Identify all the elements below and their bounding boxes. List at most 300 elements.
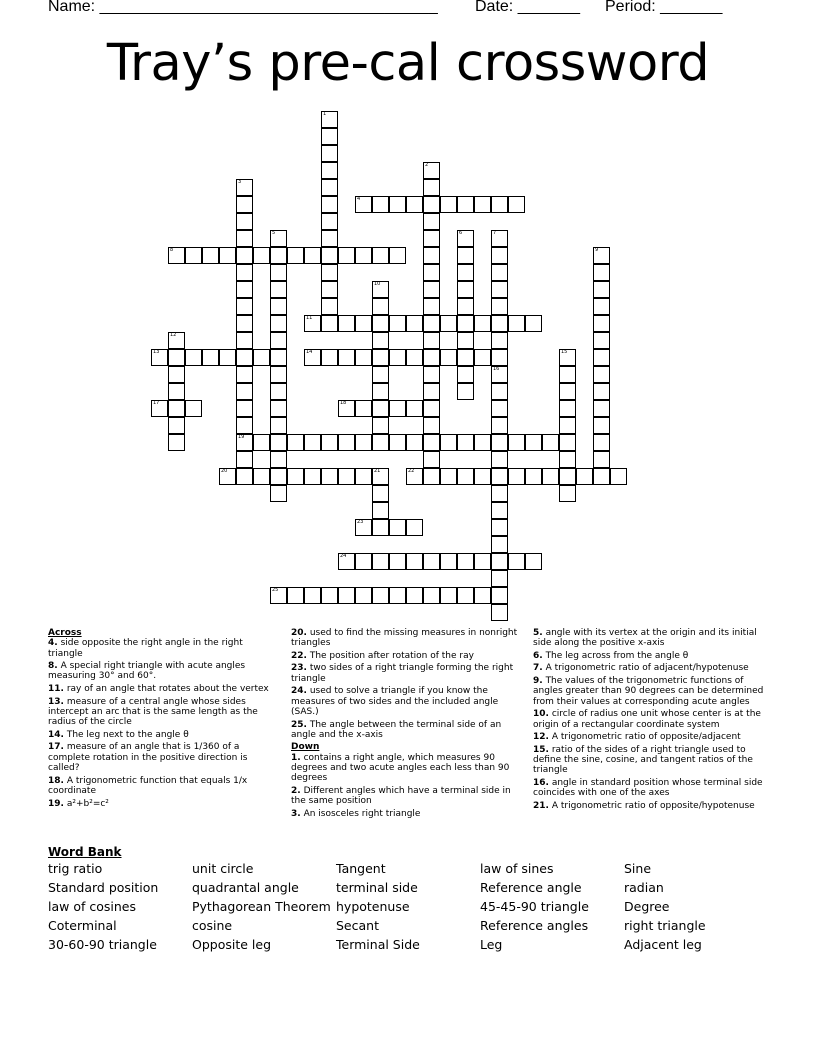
crossword-cell[interactable] [491, 451, 508, 468]
crossword-cell[interactable] [287, 434, 304, 451]
crossword-cell[interactable] [457, 196, 474, 213]
crossword-cell[interactable] [372, 502, 389, 519]
crossword-cell[interactable] [236, 451, 253, 468]
clue-number-label: 7. [533, 663, 543, 674]
crossword-cell[interactable] [474, 349, 491, 366]
crossword-cell[interactable] [168, 332, 185, 349]
crossword-cell[interactable] [338, 349, 355, 366]
crossword-cell[interactable] [457, 315, 474, 332]
crossword-cell[interactable] [355, 519, 372, 536]
crossword-cell[interactable] [423, 451, 440, 468]
crossword-cell[interactable] [270, 468, 287, 485]
crossword-cell[interactable] [389, 349, 406, 366]
crossword-cell[interactable] [321, 213, 338, 230]
crossword-cell[interactable] [593, 434, 610, 451]
clue-text: ratio of the sides of a right triangle used to define the sine, cosine, and tangent ratios of the triangle [533, 744, 753, 776]
crossword-cell[interactable] [270, 366, 287, 383]
crossword-cell[interactable] [406, 196, 423, 213]
clue-number-label: 6. [533, 650, 543, 661]
crossword-cell[interactable] [559, 485, 576, 502]
crossword-cell[interactable] [491, 298, 508, 315]
crossword-cell[interactable] [508, 196, 525, 213]
across-clue [48, 776, 274, 797]
crossword-cell[interactable] [440, 434, 457, 451]
crossword-cell[interactable] [491, 434, 508, 451]
crossword-cell[interactable] [372, 349, 389, 366]
crossword-cell[interactable] [525, 553, 542, 570]
word-bank-item: Opposite leg [192, 937, 272, 952]
clue-text: angle in standard position whose terminal side coincides with one of the axes [533, 777, 763, 799]
crossword-cell[interactable] [593, 281, 610, 298]
crossword-cell[interactable] [423, 587, 440, 604]
crossword-cell[interactable] [593, 366, 610, 383]
crossword-cell[interactable] [168, 417, 185, 434]
crossword-cell[interactable] [321, 162, 338, 179]
down-heading: Down [291, 742, 320, 753]
crossword-cell[interactable] [219, 247, 236, 264]
crossword-cell[interactable] [474, 196, 491, 213]
crossword-cell[interactable] [440, 468, 457, 485]
clue-number-label: 5. [533, 628, 543, 638]
crossword-cell[interactable] [423, 349, 440, 366]
crossword-cell[interactable] [321, 349, 338, 366]
crossword-cell[interactable] [423, 196, 440, 213]
crossword-cell[interactable] [440, 315, 457, 332]
crossword-cell[interactable] [253, 349, 270, 366]
crossword-cell[interactable] [593, 349, 610, 366]
crossword-cell[interactable] [491, 383, 508, 400]
crossword-cell[interactable] [525, 315, 542, 332]
crossword-cell[interactable] [372, 281, 389, 298]
word-bank-item: right triangle [624, 918, 706, 933]
crossword-cell[interactable] [389, 315, 406, 332]
crossword-cell[interactable] [491, 502, 508, 519]
clue-text: The position after rotation of the ray [309, 650, 474, 661]
crossword-cell[interactable] [151, 400, 168, 417]
clue-text: A special right triangle with acute angles measuring 30° and 60°. [48, 661, 246, 682]
crossword-cell[interactable] [491, 196, 508, 213]
across-clue [48, 799, 274, 809]
crossword-cell[interactable] [457, 230, 474, 247]
crossword-cell[interactable] [423, 417, 440, 434]
crossword-cell[interactable] [304, 247, 321, 264]
crossword-cell[interactable] [457, 434, 474, 451]
crossword-cell[interactable] [389, 434, 406, 451]
word-bank-item: Degree [624, 899, 670, 914]
crossword-cell[interactable] [423, 264, 440, 281]
crossword-cell[interactable] [457, 264, 474, 281]
crossword-cell[interactable] [559, 349, 576, 366]
crossword-cell[interactable] [270, 349, 287, 366]
period-field[interactable]: Period: _______ [605, 0, 723, 15]
crossword-cell[interactable] [593, 264, 610, 281]
crossword-cell[interactable] [338, 400, 355, 417]
crossword-cell[interactable] [321, 587, 338, 604]
clue-number-label: 14. [48, 729, 64, 740]
crossword-cell[interactable] [338, 434, 355, 451]
crossword-cell[interactable] [270, 485, 287, 502]
crossword-cell[interactable] [355, 315, 372, 332]
across-clue [48, 661, 274, 682]
crossword-cell[interactable] [559, 366, 576, 383]
crossword-cell[interactable] [491, 315, 508, 332]
crossword-cell[interactable] [423, 366, 440, 383]
crossword-cell[interactable] [270, 451, 287, 468]
crossword-cell[interactable] [321, 179, 338, 196]
date-field[interactable]: Date: _______ [475, 0, 580, 15]
crossword-cell[interactable] [304, 315, 321, 332]
crossword-cell[interactable] [491, 587, 508, 604]
crossword-cell[interactable] [457, 281, 474, 298]
crossword-cell[interactable] [236, 400, 253, 417]
clue-number-label: 10. [533, 709, 549, 720]
clue-number: 21 [374, 468, 381, 474]
crossword-cell[interactable] [338, 587, 355, 604]
crossword-cell[interactable] [593, 315, 610, 332]
crossword-cell[interactable] [321, 111, 338, 128]
down-clue [533, 651, 769, 661]
crossword-cell[interactable] [372, 315, 389, 332]
crossword-cell[interactable] [270, 264, 287, 281]
crossword-cell[interactable] [270, 400, 287, 417]
crossword-cell[interactable] [236, 247, 253, 264]
crossword-cell[interactable] [321, 247, 338, 264]
clue-text: Different angles which have a terminal side in the same position [291, 785, 511, 807]
crossword-cell[interactable] [423, 315, 440, 332]
crossword-cell[interactable] [372, 247, 389, 264]
crossword-cell[interactable] [236, 230, 253, 247]
down-clue [533, 676, 769, 707]
crossword-cell[interactable] [338, 468, 355, 485]
crossword-cell[interactable] [321, 196, 338, 213]
crossword-cell[interactable] [508, 553, 525, 570]
crossword-cell[interactable] [491, 332, 508, 349]
crossword-cell[interactable] [423, 230, 440, 247]
crossword-cell[interactable] [491, 400, 508, 417]
clue-number-label: 11. [48, 684, 64, 695]
crossword-cell[interactable] [457, 247, 474, 264]
crossword-cell[interactable] [236, 179, 253, 196]
crossword-cell[interactable] [236, 281, 253, 298]
crossword-cell[interactable] [559, 417, 576, 434]
crossword-cell[interactable] [338, 553, 355, 570]
crossword-cell[interactable] [168, 383, 185, 400]
crossword-cell[interactable] [321, 434, 338, 451]
clue-text: A trigonometric ratio of adjacent/hypotenuse [545, 663, 749, 674]
crossword-cell[interactable] [457, 468, 474, 485]
crossword-cell[interactable] [491, 536, 508, 553]
word-bank-item: cosine [192, 918, 233, 933]
crossword-cell[interactable] [355, 349, 372, 366]
crossword-cell[interactable] [389, 553, 406, 570]
clue-text: a²+b²=c² [66, 798, 109, 809]
crossword-cell[interactable] [202, 247, 219, 264]
crossword-cell[interactable] [236, 213, 253, 230]
down-clue [533, 745, 769, 776]
crossword-cell[interactable] [355, 247, 372, 264]
clue-number: 15 [561, 349, 568, 355]
crossword-cell[interactable] [491, 264, 508, 281]
clue-number: 3 [238, 179, 242, 185]
crossword-cell[interactable] [491, 230, 508, 247]
crossword-cell[interactable] [304, 434, 321, 451]
crossword-cell[interactable] [236, 332, 253, 349]
crossword-cell[interactable] [491, 485, 508, 502]
word-bank-item: Sine [624, 861, 652, 876]
crossword-cell[interactable] [253, 247, 270, 264]
crossword-cell[interactable] [270, 417, 287, 434]
crossword-cell[interactable] [423, 179, 440, 196]
crossword-cell[interactable] [372, 485, 389, 502]
crossword-cell[interactable] [423, 468, 440, 485]
clue-number-label: 12. [533, 732, 549, 743]
crossword-cell[interactable] [440, 196, 457, 213]
crossword-cell[interactable] [542, 468, 559, 485]
word-bank-item: 45-45-90 triangle [480, 899, 589, 914]
crossword-cell[interactable] [236, 196, 253, 213]
crossword-cell[interactable] [423, 162, 440, 179]
crossword-cell[interactable] [270, 298, 287, 315]
crossword-cell[interactable] [474, 468, 491, 485]
crossword-cell[interactable] [593, 332, 610, 349]
across-clue [48, 697, 274, 728]
crossword-cell[interactable] [593, 383, 610, 400]
crossword-cell[interactable] [406, 349, 423, 366]
crossword-cell[interactable] [236, 434, 253, 451]
crossword-cell[interactable] [440, 349, 457, 366]
across-clue [48, 638, 274, 659]
crossword-cell[interactable] [372, 196, 389, 213]
crossword-cell[interactable] [423, 434, 440, 451]
clue-number-label: 1. [291, 752, 301, 763]
crossword-cell[interactable] [151, 349, 168, 366]
crossword-cell[interactable] [423, 332, 440, 349]
crossword-cell[interactable] [423, 383, 440, 400]
crossword-cell[interactable] [168, 247, 185, 264]
crossword-cell[interactable] [423, 247, 440, 264]
crossword-cell[interactable] [457, 366, 474, 383]
crossword-cell[interactable] [389, 196, 406, 213]
crossword-cell[interactable] [236, 315, 253, 332]
crossword-cell[interactable] [372, 553, 389, 570]
crossword-cell[interactable] [270, 434, 287, 451]
crossword-cell[interactable] [236, 349, 253, 366]
crossword-cell[interactable] [236, 366, 253, 383]
crossword-cell[interactable] [559, 451, 576, 468]
crossword-cell[interactable] [321, 264, 338, 281]
crossword-cell[interactable] [559, 434, 576, 451]
crossword-cell[interactable] [372, 383, 389, 400]
crossword-cell[interactable] [525, 468, 542, 485]
crossword-cell[interactable] [236, 417, 253, 434]
crossword-cell[interactable] [372, 519, 389, 536]
crossword-cell[interactable] [406, 315, 423, 332]
crossword-cell[interactable] [321, 230, 338, 247]
clue-text: ray of an angle that rotates about the vertex [66, 684, 269, 695]
crossword-cell[interactable] [321, 298, 338, 315]
crossword-cell[interactable] [270, 281, 287, 298]
clue-number-label: 18. [48, 775, 64, 786]
crossword-cell[interactable] [270, 315, 287, 332]
crossword-cell[interactable] [491, 247, 508, 264]
crossword-cell[interactable] [406, 519, 423, 536]
crossword-cell[interactable] [542, 434, 559, 451]
crossword-cell[interactable] [491, 519, 508, 536]
crossword-cell[interactable] [355, 434, 372, 451]
down-clue [533, 801, 769, 811]
crossword-cell[interactable] [508, 434, 525, 451]
crossword-cell[interactable] [423, 213, 440, 230]
crossword-cell[interactable] [372, 298, 389, 315]
clue-number: 25 [272, 587, 279, 593]
crossword-cell[interactable] [389, 247, 406, 264]
crossword-cell[interactable] [321, 315, 338, 332]
crossword-cell[interactable] [355, 400, 372, 417]
crossword-cell[interactable] [236, 468, 253, 485]
crossword-cell[interactable] [321, 145, 338, 162]
crossword-cell[interactable] [287, 587, 304, 604]
crossword-cell[interactable] [185, 400, 202, 417]
crossword-cell[interactable] [253, 434, 270, 451]
crossword-cell[interactable] [423, 400, 440, 417]
crossword-cell[interactable] [270, 332, 287, 349]
crossword-cell[interactable] [185, 349, 202, 366]
crossword-cell[interactable] [219, 468, 236, 485]
crossword-cell[interactable] [457, 332, 474, 349]
crossword-cell[interactable] [338, 315, 355, 332]
crossword-cell[interactable] [423, 298, 440, 315]
crossword-cell[interactable] [525, 434, 542, 451]
crossword-cell[interactable] [423, 553, 440, 570]
crossword-cell[interactable] [168, 366, 185, 383]
crossword-cell[interactable] [355, 196, 372, 213]
crossword-cell[interactable] [321, 128, 338, 145]
crossword-cell[interactable] [338, 247, 355, 264]
crossword-cell[interactable] [474, 587, 491, 604]
crossword-cell[interactable] [185, 247, 202, 264]
crossword-cell[interactable] [372, 400, 389, 417]
crossword-cell[interactable] [321, 281, 338, 298]
crossword-cell[interactable] [304, 468, 321, 485]
clue-number-label: 2. [291, 785, 301, 796]
crossword-cell[interactable] [236, 298, 253, 315]
crossword-cell[interactable] [508, 315, 525, 332]
crossword-cell[interactable] [304, 587, 321, 604]
crossword-cell[interactable] [270, 247, 287, 264]
crossword-cell[interactable] [491, 570, 508, 587]
crossword-cell[interactable] [610, 468, 627, 485]
crossword-cell[interactable] [406, 400, 423, 417]
crossword-cell[interactable] [372, 468, 389, 485]
crossword-cell[interactable] [491, 468, 508, 485]
crossword-cell[interactable] [593, 417, 610, 434]
crossword-cell[interactable] [389, 400, 406, 417]
crossword-cell[interactable] [168, 434, 185, 451]
crossword-cell[interactable] [287, 247, 304, 264]
crossword-cell[interactable] [270, 587, 287, 604]
crossword-cell[interactable] [168, 349, 185, 366]
crossword-cell[interactable] [457, 383, 474, 400]
crossword-cell[interactable] [559, 400, 576, 417]
crossword-cell[interactable] [236, 264, 253, 281]
crossword-cell[interactable] [491, 366, 508, 383]
crossword-cell[interactable] [491, 281, 508, 298]
crossword-cell[interactable] [355, 587, 372, 604]
crossword-cell[interactable] [491, 417, 508, 434]
crossword-cell[interactable] [389, 587, 406, 604]
crossword-cell[interactable] [457, 587, 474, 604]
crossword-cell[interactable] [440, 553, 457, 570]
crossword-cell[interactable] [474, 434, 491, 451]
name-field[interactable]: Name: ______________________________________ [48, 0, 438, 15]
clue-number-label: 3. [291, 808, 301, 819]
crossword-cell[interactable] [406, 553, 423, 570]
crossword-cell[interactable] [406, 468, 423, 485]
crossword-cell[interactable] [559, 383, 576, 400]
crossword-cell[interactable] [372, 332, 389, 349]
crossword-cell[interactable] [491, 604, 508, 621]
crossword-cell[interactable] [593, 468, 610, 485]
crossword-cell[interactable] [270, 230, 287, 247]
crossword-cell[interactable] [593, 451, 610, 468]
crossword-cell[interactable] [372, 587, 389, 604]
crossword-cell[interactable] [491, 349, 508, 366]
clues-column-3 [533, 628, 769, 813]
crossword-cell[interactable] [423, 281, 440, 298]
crossword-cell[interactable] [355, 468, 372, 485]
crossword-cell[interactable] [287, 468, 304, 485]
crossword-cell[interactable] [576, 468, 593, 485]
clue-number-label: 21. [533, 800, 549, 811]
crossword-cell[interactable] [474, 553, 491, 570]
crossword-cell[interactable] [253, 468, 270, 485]
clue-text: The angle between the terminal side of an angle and the x-axis [291, 719, 502, 740]
crossword-cell[interactable] [508, 468, 525, 485]
crossword-cell[interactable] [236, 383, 253, 400]
word-bank-item: 30-60-90 triangle [48, 937, 157, 952]
clue-number: 16 [493, 366, 500, 372]
crossword-cell[interactable] [474, 315, 491, 332]
clue-number-label: 23. [291, 663, 307, 674]
crossword-cell[interactable] [440, 587, 457, 604]
across-clue [291, 720, 521, 741]
crossword-cell[interactable] [457, 298, 474, 315]
clue-number: 8 [170, 247, 174, 253]
crossword-cell[interactable] [219, 349, 236, 366]
crossword-cell[interactable] [491, 553, 508, 570]
crossword-cell[interactable] [559, 468, 576, 485]
crossword-cell[interactable] [389, 519, 406, 536]
crossword-cell[interactable] [593, 247, 610, 264]
crossword-cell[interactable] [304, 349, 321, 366]
crossword-cell[interactable] [593, 298, 610, 315]
crossword-cell[interactable] [202, 349, 219, 366]
crossword-cell[interactable] [372, 434, 389, 451]
crossword-cell[interactable] [406, 434, 423, 451]
crossword-cell[interactable] [355, 553, 372, 570]
crossword-cell[interactable] [457, 553, 474, 570]
crossword-cell[interactable] [593, 400, 610, 417]
crossword-cell[interactable] [372, 366, 389, 383]
clue-number: 2 [425, 162, 429, 168]
crossword-cell[interactable] [321, 468, 338, 485]
crossword-cell[interactable] [406, 587, 423, 604]
down-clue [533, 628, 769, 649]
crossword-cell[interactable] [457, 349, 474, 366]
crossword-cell[interactable] [168, 400, 185, 417]
crossword-cell[interactable] [372, 417, 389, 434]
crossword-cell[interactable] [270, 383, 287, 400]
